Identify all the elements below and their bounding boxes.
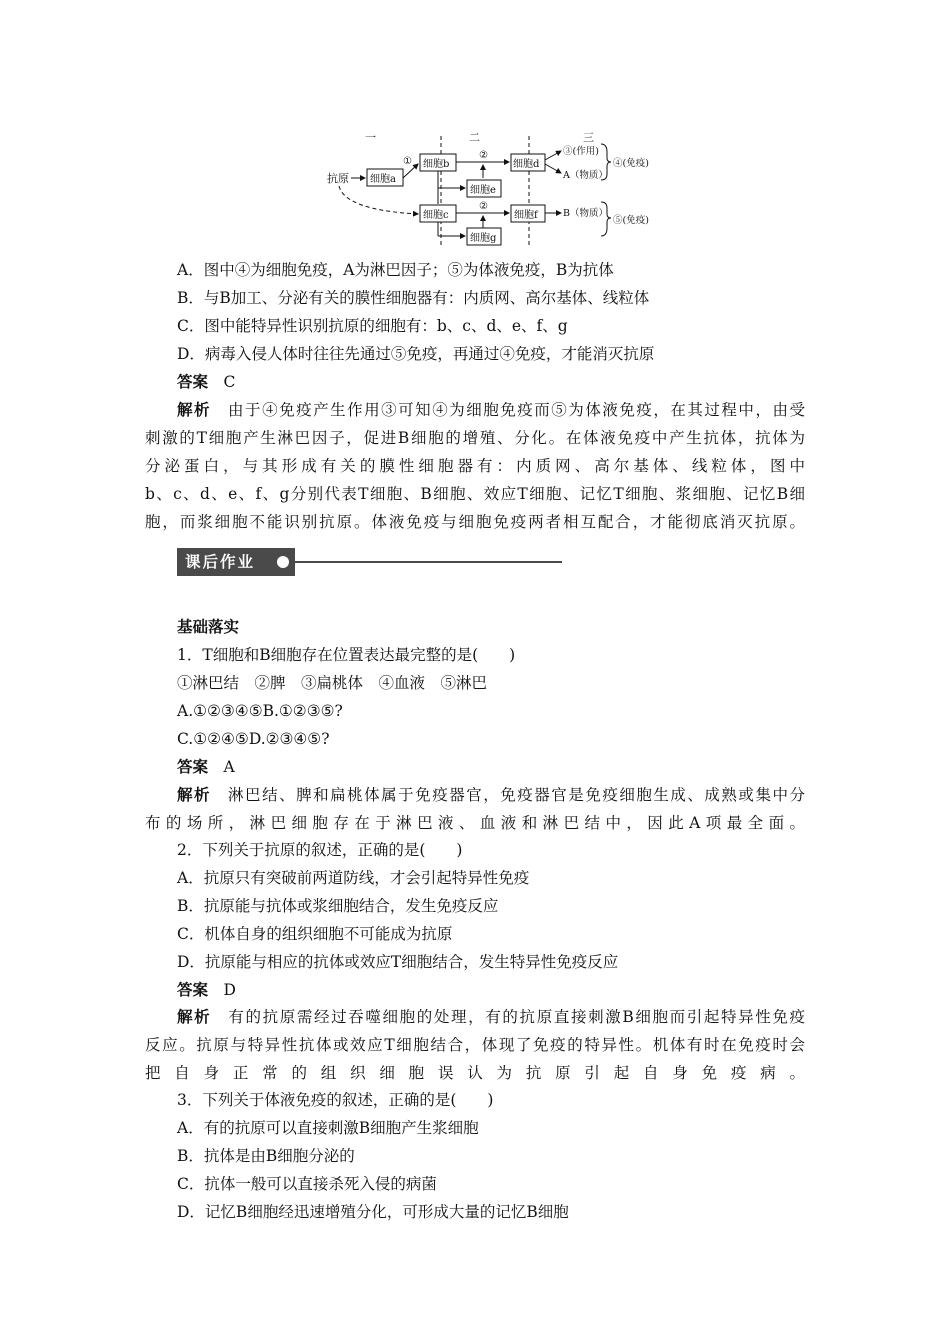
q2-analysis-line-1: [145, 1003, 805, 1031]
banner-dot-icon: [277, 556, 289, 568]
antigen-to-cell-c-path: [339, 186, 418, 214]
q3-option-a: A．有的抗原可以直接刺激B细胞产生浆细胞: [177, 1119, 479, 1137]
q1-stem: 1．T细胞和B细胞存在位置表达最完整的是( ): [177, 646, 516, 664]
answer-label: 答案: [177, 758, 209, 776]
immunity-4-label: ④(免疫): [613, 158, 649, 169]
q2-option-d: D．抗原能与相应的抗体或效应T细胞结合，发生特异性免疫反应: [177, 953, 619, 971]
q3-option-c: C．抗体一般可以直接杀死入侵的病菌: [177, 1175, 437, 1193]
immune-flow-diagram: [325, 126, 685, 250]
prev-analysis-line-1: [145, 396, 805, 424]
q1-analysis-line-2: 布的场所，淋巴细胞存在于淋巴液、血液和淋巴结中，因此A项最全面。: [145, 814, 805, 832]
subsection-title: 基础落实: [177, 618, 240, 636]
analysis-label: 解析: [177, 1008, 212, 1026]
prev-analysis-line-5: 胞，而浆细胞不能识别抗原。体液免疫与细胞免疫两者相互配合，才能彻底消灭抗原。: [145, 513, 805, 531]
immunity-5-label: ⑤(免疫): [613, 215, 649, 226]
answer-value: D: [223, 981, 236, 999]
q1-answer: [0, 757, 950, 777]
cell-e-label: 细胞e: [470, 185, 496, 196]
substance-a-label: A（物质）: [563, 170, 608, 181]
prev-analysis-line-3: 分泌蛋白，与其形成有关的膜性细胞器有：内质网、高尔基体、线粒体，图中: [145, 457, 805, 475]
analysis-text-1: 由于④免疫产生作用③可知④为细胞免疫而⑤为体液免疫，在其过程中，由受: [228, 401, 805, 419]
cell-c-label: 细胞c: [423, 210, 449, 221]
q2-option-b: B．抗原能与抗体或浆细胞结合，发生免疫反应: [177, 897, 499, 915]
q2-answer: [0, 980, 950, 1000]
cell-a-label: 细胞a: [370, 174, 396, 185]
q2-analysis-line-2: 反应。抗原与特异性抗体或效应T细胞结合，体现了免疫的特异性。机体有时在免疫时会: [145, 1036, 805, 1054]
q2-option-c: C．机体自身的组织细胞不可能成为抗原: [177, 925, 453, 943]
prev-option-b: B．与B加工、分泌有关的膜性细胞器有：内质网、高尔基体、线粒体: [177, 289, 650, 307]
q1-choices: ①淋巴结 ②脾 ③扁桃体 ④血液 ⑤淋巴: [177, 674, 488, 692]
answer-label: 答案: [177, 981, 209, 999]
prev-option-d: D．病毒入侵人体时往往先通过⑤免疫，再通过④免疫，才能消灭抗原: [177, 345, 655, 363]
cell-f-label: 细胞f: [514, 210, 538, 221]
cell-g-label: 细胞g: [470, 233, 497, 244]
prev-option-c: C．图中能特异性识别抗原的细胞有：b、c、d、e、f、g: [177, 317, 568, 335]
cell-d-label: 细胞d: [513, 159, 540, 170]
prev-analysis-line-2: 刺激的T细胞产生淋巴因子，促进B细胞的增殖、分化。在体液免疫中产生抗体，抗体为: [145, 429, 805, 447]
q3-option-d: D．记忆B细胞经迅速增殖分化，可形成大量的记忆B细胞: [177, 1203, 569, 1221]
effect-3-label: ③(作用): [563, 146, 599, 157]
prev-analysis-line-4: b、c、d、e、f、g分别代表T细胞、B细胞、效应T细胞、记忆T细胞、浆细胞、记忆B细: [145, 485, 805, 503]
q2-stem: 2．下列关于抗原的叙述，正确的是( ): [177, 841, 463, 859]
step-2-bottom-label: ②: [479, 201, 488, 212]
answer-value: C: [223, 373, 236, 391]
analysis-text-1: 有的抗原需经过吞噬细胞的处理，有的抗原直接刺激B细胞而引起特异性免疫: [228, 1008, 805, 1026]
q2-analysis: [145, 1003, 805, 1087]
prev-option-a: A．图中④为细胞免疫，A为淋巴因子；⑤为体液免疫，B为抗体: [177, 261, 614, 279]
step-1-label: ①: [403, 156, 412, 167]
q1-analysis-line-1: [145, 781, 805, 809]
banner-rule: [295, 561, 562, 563]
diagram-svg: [325, 126, 685, 250]
q1-option-ab: A.①②③④⑤B.①②③⑤?: [177, 702, 343, 720]
q3-stem: 3．下列关于体液免疫的叙述，正确的是( ): [177, 1091, 494, 1109]
step-2-top-label: ②: [479, 150, 488, 161]
q1-option-cd: C.①②④⑤D.②③④⑤?: [177, 730, 330, 748]
substance-b-label: B（物质）: [563, 208, 608, 219]
analysis-label: 解析: [177, 401, 212, 419]
section-banner-title: 课后作业: [177, 548, 295, 576]
prev-analysis: [145, 396, 805, 536]
answer-label: 答案: [177, 373, 209, 391]
analysis-label: 解析: [177, 786, 212, 804]
section-banner: [177, 548, 562, 576]
analysis-text-1: 淋巴结、脾和扁桃体属于免疫器官，免疫器官是免疫细胞生成、成熟或集中分: [228, 786, 805, 804]
q2-option-a: A．抗原只有突破前两道防线，才会引起特异性免疫: [177, 869, 530, 887]
prev-answer: [0, 372, 950, 392]
stage-3-label: 三: [583, 131, 594, 144]
stage-1-label: 一: [365, 131, 376, 144]
q1-analysis: [145, 781, 805, 837]
antigen-label: 抗原: [327, 172, 349, 185]
cell-b-label: 细胞b: [423, 159, 450, 170]
q3-option-b: B．抗体是由B细胞分泌的: [177, 1147, 355, 1165]
answer-value: A: [223, 758, 235, 776]
q2-analysis-line-3: 把自身正常的组织细胞误认为抗原引起自身免疫病。: [145, 1064, 805, 1082]
stage-2-label: 二: [469, 131, 480, 144]
